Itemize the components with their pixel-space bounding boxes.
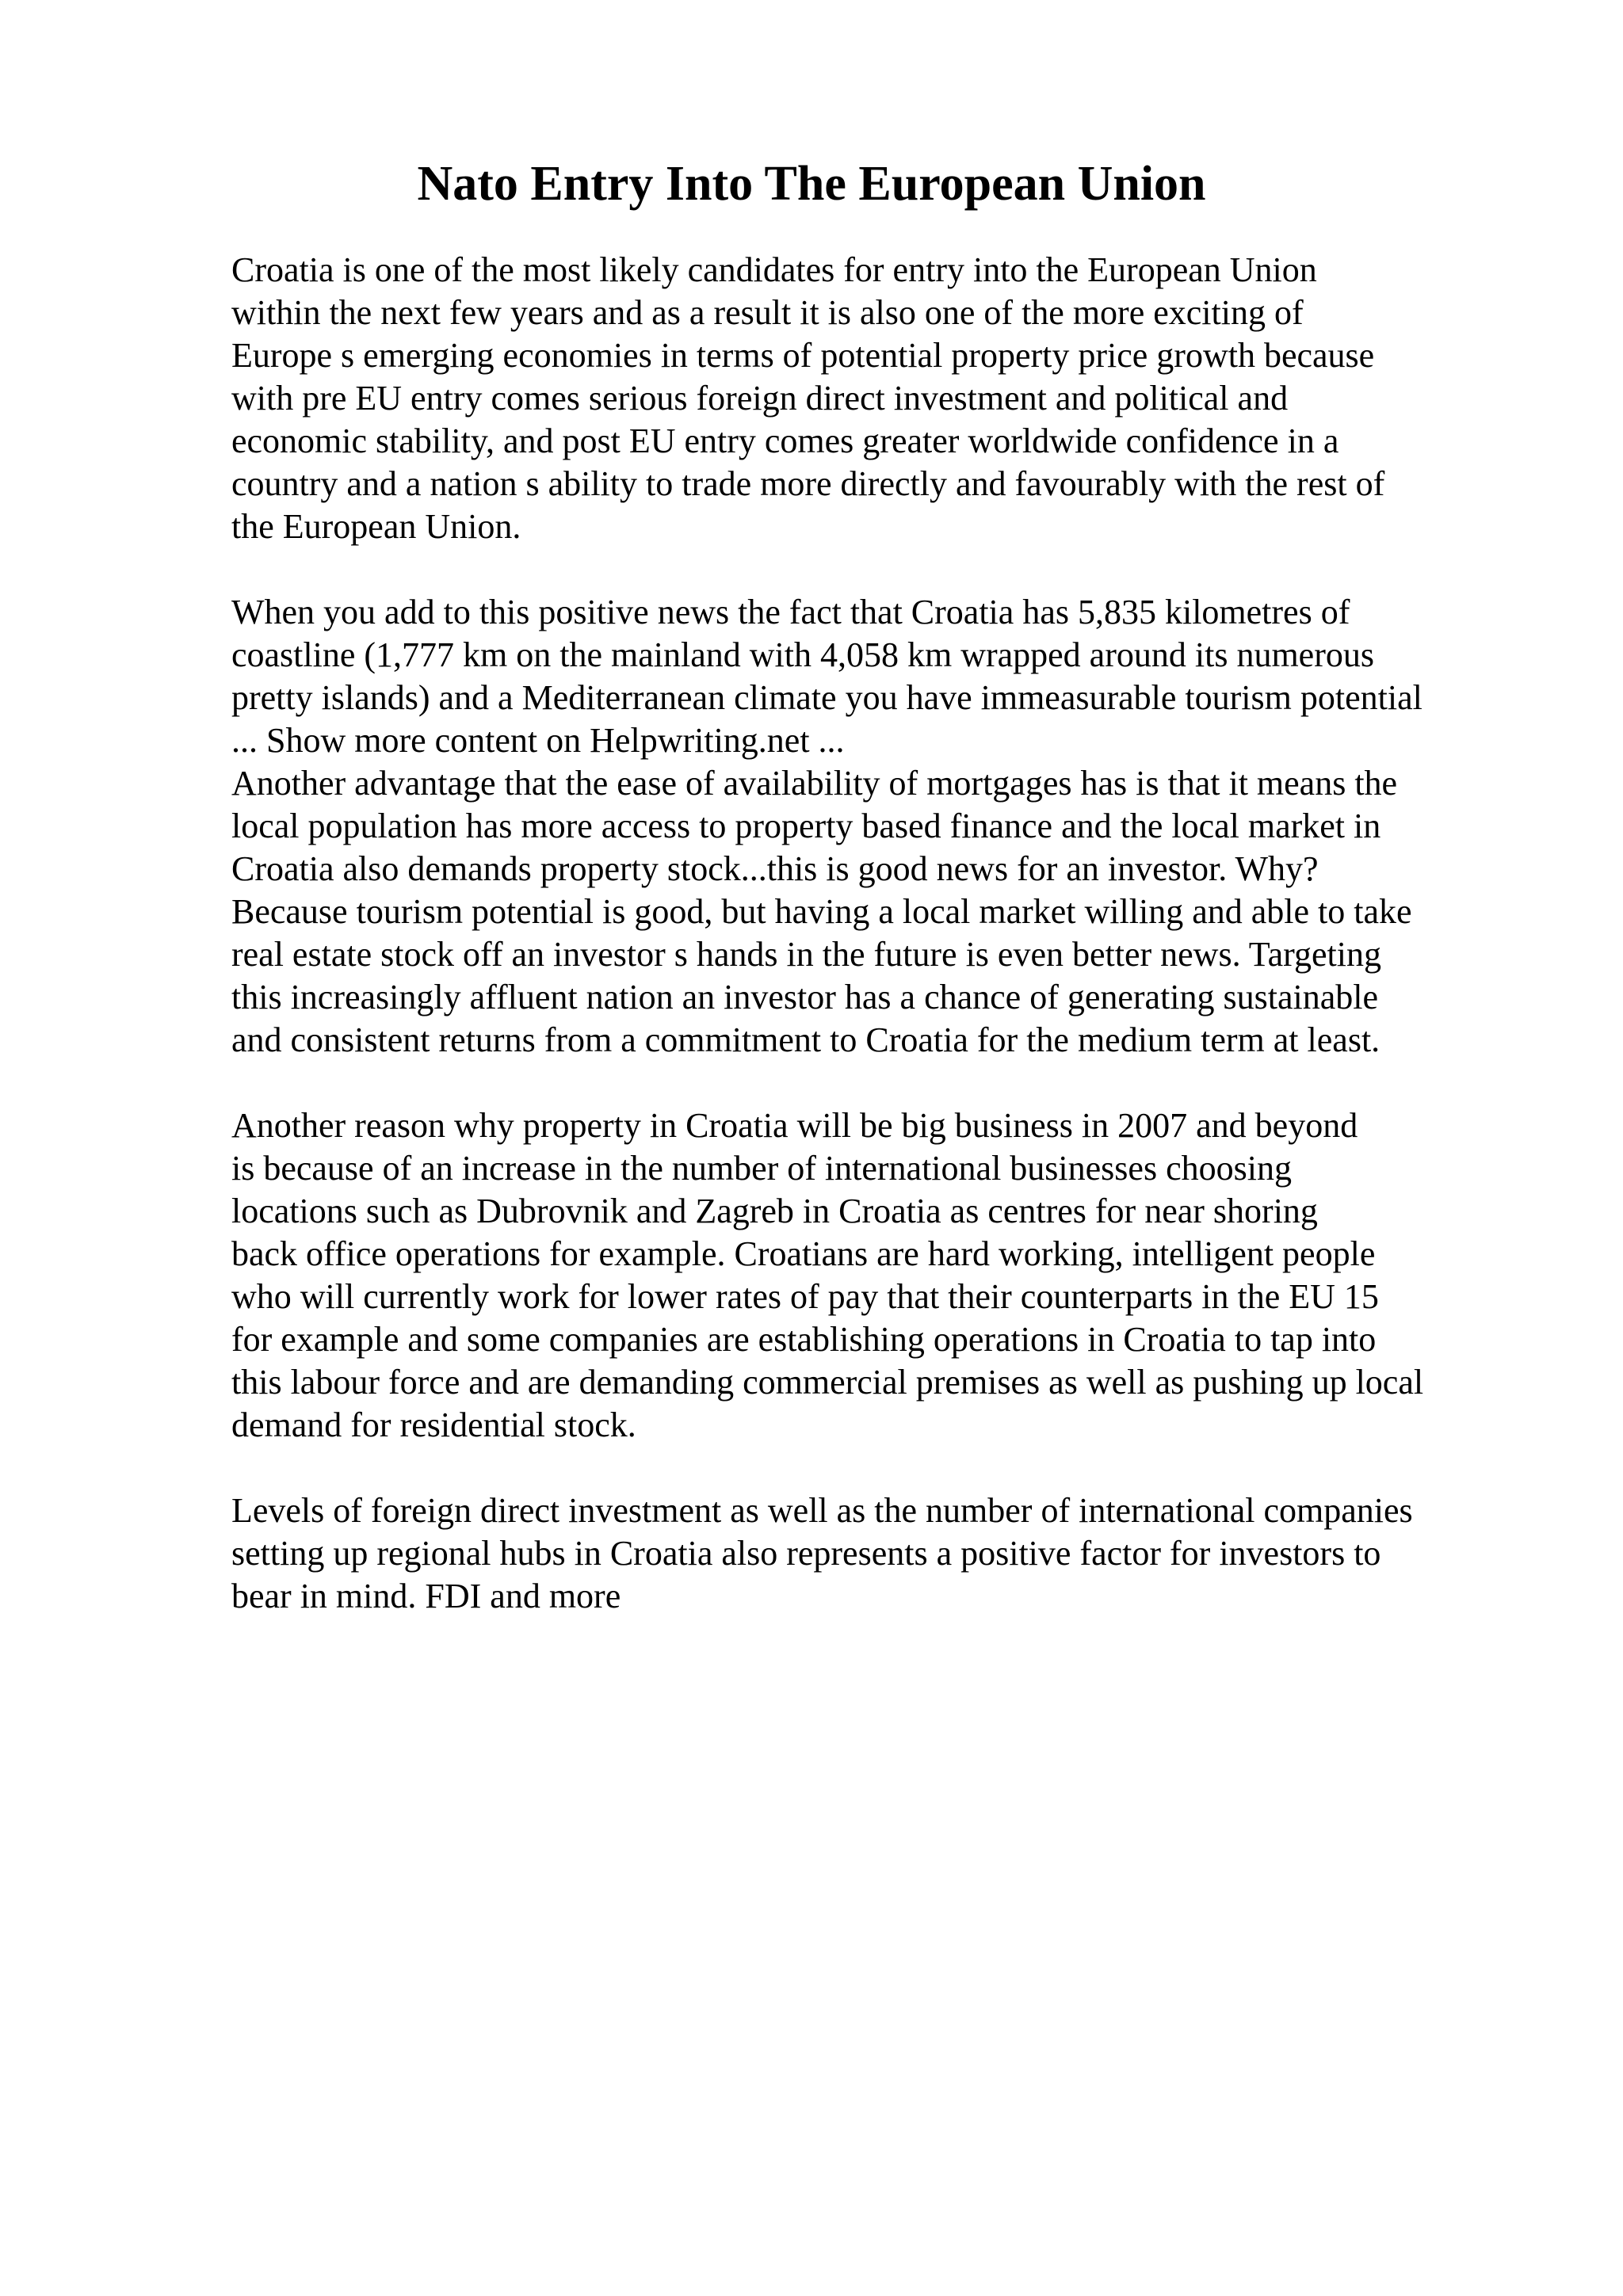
- text-line: locations such as Dubrovnik and Zagreb in Croatia as centres for near shoring: [231, 1192, 1318, 1230]
- paragraph-spacer: [231, 1062, 1531, 1104]
- text-line: Another reason why property in Croatia will be big business in 2007 and beyond: [231, 1106, 1358, 1145]
- text-line: this labour force and are demanding commercial premises as well as pushing up local: [231, 1363, 1424, 1402]
- document-body: [231, 249, 1531, 1618]
- text-line: Because tourism potential is good, but having a local market willing and able to take: [231, 892, 1412, 931]
- paragraph-spacer: [231, 548, 1531, 591]
- text-line: setting up regional hubs in Croatia also represents a positive factor for investors to: [231, 1534, 1381, 1573]
- text-line: local population has more access to property based finance and the local market in: [231, 807, 1381, 845]
- text-line: Croatia also demands property stock...this is good news for an investor. Why?: [231, 849, 1319, 888]
- paragraph-mortgages: [231, 762, 1531, 1062]
- paragraph-coastline: [231, 591, 1531, 762]
- text-line: economic stability, and post EU entry comes greater worldwide confidence in a: [231, 421, 1339, 460]
- text-line: who will currently work for lower rates of pay that their counterparts in the EU 15: [231, 1277, 1379, 1316]
- text-line: for example and some companies are establishing operations in Croatia to tap into: [231, 1320, 1377, 1359]
- paragraph-foreign-investment: [231, 1489, 1531, 1618]
- show-more-content-text: ... Show more content on Helpwriting.net ...: [231, 721, 845, 760]
- text-line: coastline (1,777 km on the mainland with 4,058 km wrapped around its numerous: [231, 635, 1374, 674]
- text-line: within the next few years and as a result it is also one of the more exciting of: [231, 293, 1304, 332]
- text-line: with pre EU entry comes serious foreign direct investment and political and: [231, 379, 1289, 418]
- text-line: When you add to this positive news the fact that Croatia has 5,835 kilometres of: [231, 593, 1350, 631]
- text-line: country and a nation s ability to trade more directly and favourably with the rest of: [231, 464, 1385, 503]
- text-line: back office operations for example. Croatians are hard working, intelligent people: [231, 1234, 1376, 1273]
- document-title: Nato Entry Into The European Union: [417, 157, 1206, 211]
- text-line: is because of an increase in the number of international businesses choosing: [231, 1149, 1292, 1188]
- text-line: the European Union.: [231, 507, 521, 546]
- text-line: bear in mind. FDI and more: [231, 1577, 621, 1615]
- text-line: demand for residential stock.: [231, 1405, 636, 1444]
- text-line: Europe s emerging economies in terms of potential property price growth because: [231, 336, 1375, 375]
- paragraph-spacer: [231, 1447, 1531, 1489]
- text-line: this increasingly affluent nation an investor has a chance of generating sustainable: [231, 978, 1379, 1016]
- paragraph-international-businesses: [231, 1104, 1531, 1447]
- text-line: and consistent returns from a commitment to Croatia for the medium term at least.: [231, 1020, 1381, 1059]
- paragraph-croatia-eu-candidate: [231, 249, 1531, 548]
- text-line: Croatia is one of the most likely candidates for entry into the European Union: [231, 250, 1317, 289]
- text-line: real estate stock off an investor s hands in the future is even better news. Targeting: [231, 935, 1381, 974]
- text-line: pretty islands) and a Mediterranean climate you have immeasurable tourism potential: [231, 678, 1423, 717]
- text-line: Another advantage that the ease of availability of mortgages has is that it means the: [231, 764, 1398, 803]
- text-line: Levels of foreign direct investment as well as the number of international companies: [231, 1491, 1413, 1530]
